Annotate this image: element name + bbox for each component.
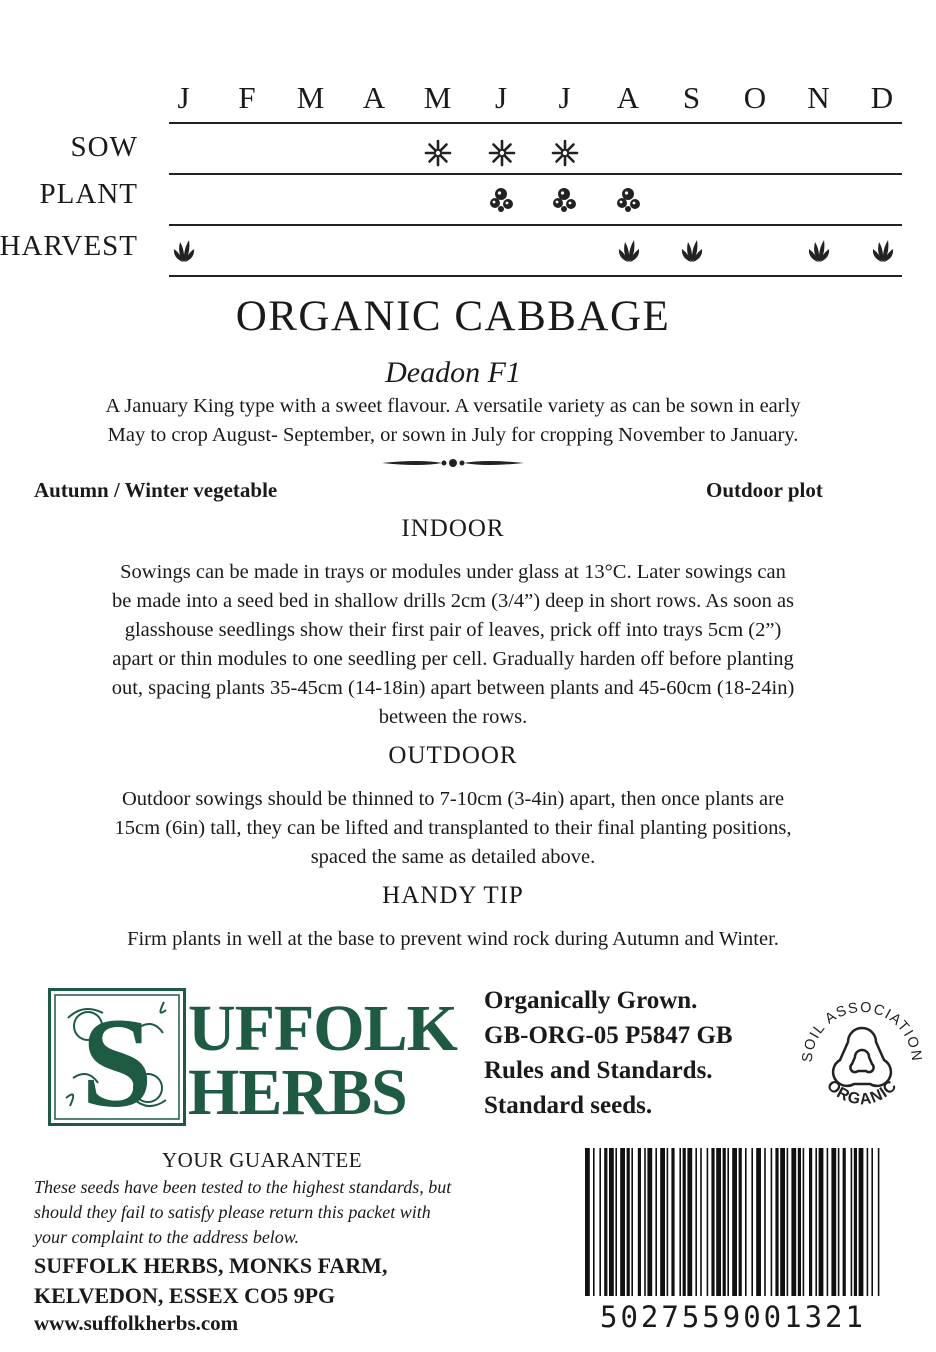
svg-text:ORGANIC [823, 1077, 901, 1108]
plant-sprout-icon [614, 185, 644, 215]
address-line: KELVEDON, ESSEX CO5 9PG [34, 1283, 336, 1308]
month-label: M [296, 80, 326, 115]
suffolk-herbs-logo [48, 988, 457, 1129]
text-line: be made into a seed bed in shallow drills 2cm (3/4”) deep in short rows. As soon as [111, 590, 795, 612]
plant-sprout-icon [487, 185, 517, 215]
harvest-leaf-icon [614, 234, 644, 264]
month-label: J [558, 80, 572, 115]
logo-initial-icon [48, 988, 186, 1126]
month-label: F [238, 80, 257, 115]
guarantee-line: These seeds have been tested to the highest standards, but [34, 1177, 452, 1197]
address-line: SUFFOLK HERBS, MONKS FARM, [34, 1253, 388, 1278]
harvest-leaf-icon [868, 234, 898, 264]
snowflake-sow-icon [423, 138, 453, 168]
product-variety: Deadon F1 [385, 356, 521, 389]
outdoor-heading: OUTDOOR [388, 742, 518, 769]
certification-line: Standard seeds. [484, 1092, 653, 1119]
text-line: between the rows. [378, 706, 528, 728]
month-label: D [870, 80, 895, 115]
calendar-rule [169, 122, 902, 124]
month-label: O [743, 80, 768, 115]
location-label: Outdoor plot [706, 478, 823, 502]
row-label-sow: SOW [70, 131, 138, 163]
soil-association-badge [798, 992, 926, 1122]
certification-line: Rules and Standards. [484, 1057, 713, 1084]
category-label: Autumn / Winter vegetable [34, 478, 278, 502]
text-line: Outdoor sowings should be thinned to 7-10cm (3-4in) apart, then once plants are [121, 788, 785, 810]
certification-line: GB-ORG-05 P5847 GB [484, 1022, 733, 1049]
indoor-text [20, 558, 886, 732]
description-line: A January King type with a sweet flavour. A versatile variety as can be sown in early [105, 395, 801, 417]
row-label-harvest: HARVEST [0, 230, 138, 262]
harvest-leaf-icon [804, 234, 834, 264]
month-label: A [362, 80, 387, 115]
badge-top-text: SOIL ASSOCIATION [799, 999, 925, 1063]
website-link[interactable]: www.suffolkherbs.com [34, 1311, 239, 1335]
address [34, 1251, 387, 1311]
barcode-digits: 5027559001321 [600, 1300, 866, 1334]
calendar-rule [169, 173, 902, 175]
text-line: out, spacing plants 35-45cm (14-18in) apart between plants and 45-60cm (18-24in) [111, 677, 795, 699]
ornament-divider [380, 456, 526, 470]
month-label: S [682, 80, 702, 115]
soil-association-symbol-icon [833, 1028, 891, 1086]
calendar-rule [169, 275, 902, 277]
indoor-heading: INDOOR [401, 515, 505, 542]
svg-text:SOIL ASSOCIATION [800, 1000, 925, 1063]
month-label: J [494, 80, 509, 115]
month-label: J [177, 80, 191, 115]
guarantee-line: your complaint to the address below. [34, 1227, 299, 1247]
guarantee-title: YOUR GUARANTEE [162, 1148, 363, 1172]
text-line: spaced the same as detailed above. [310, 846, 596, 868]
tip-text: Firm plants in well at the base to prevent wind rock during Autumn and Winter. [127, 928, 779, 950]
logo-text-line2: HERBS [188, 1056, 407, 1129]
product-description [20, 392, 886, 450]
logo-letter: S [81, 992, 153, 1126]
row-label-plant: PLANT [39, 178, 138, 210]
harvest-leaf-icon [677, 234, 707, 264]
badge-bottom-text: ORGANIC [823, 1077, 901, 1109]
snowflake-sow-icon [550, 138, 580, 168]
outdoor-text [20, 785, 886, 872]
guarantee-text [34, 1175, 514, 1250]
product-title: ORGANIC CABBAGE [235, 293, 671, 340]
calendar-rule [169, 224, 902, 226]
logo-text-line1: UFFOLK [188, 992, 457, 1065]
certification-text [484, 983, 733, 1123]
text-line: 15cm (6in) tall, they can be lifted and transplanted to their final planting positions, [114, 817, 792, 839]
month-label: M [423, 80, 453, 115]
snowflake-sow-icon [487, 138, 517, 168]
month-label: N [807, 80, 831, 115]
text-line: glasshouse seedlings show their first pair of leaves, prick off into trays 5cm (2”) [124, 619, 782, 641]
harvest-leaf-icon [169, 234, 199, 264]
certification-line: Organically Grown. [484, 987, 698, 1014]
text-line: Sowings can be made in trays or modules under glass at 13°C. Later sowings can [120, 561, 786, 583]
barcode [583, 1148, 883, 1298]
tip-heading: HANDY TIP [382, 882, 524, 909]
plant-sprout-icon [550, 185, 580, 215]
text-line: apart or thin modules to one seedling per cell. Gradually harden off before planting [112, 648, 794, 670]
description-line: May to crop August- September, or sown in July for cropping November to January. [107, 424, 799, 446]
month-label: A [616, 80, 641, 115]
guarantee-line: should they fail to satisfy please return this packet with [34, 1202, 431, 1222]
